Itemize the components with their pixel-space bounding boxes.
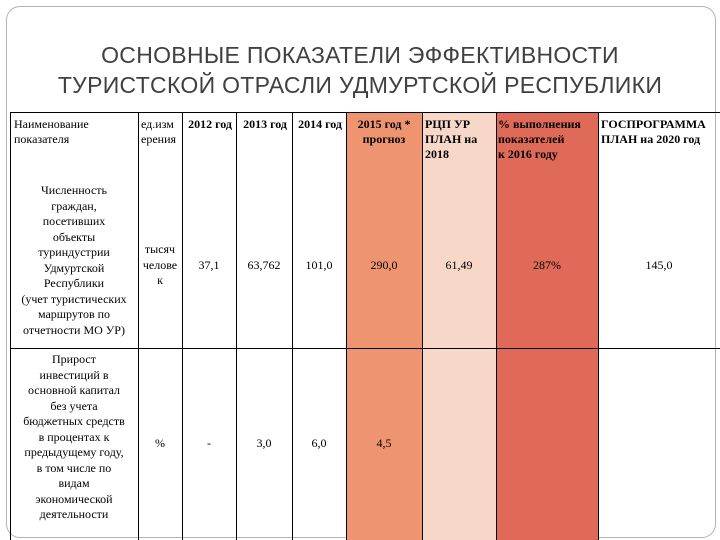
header-percent-completion: % выполнения показателей к 2016 году (498, 117, 581, 161)
header-2013: 2013 год (243, 117, 287, 131)
row-1-unit: тысяч челове к (142, 242, 178, 287)
column-divider (598, 112, 599, 540)
column-divider (422, 112, 423, 540)
column-divider (182, 112, 183, 540)
row-2-unit: % (155, 436, 165, 450)
header-2015-forecast: 2015 год * прогноз (357, 117, 411, 146)
row-1-value-2014: 101,0 (305, 258, 333, 272)
row-1-value-gosprogramma: 145,0 (645, 258, 673, 272)
row-2-value-2015: 4,5 (376, 436, 392, 450)
row-separator (10, 348, 720, 349)
column-2015-highlight (346, 112, 422, 540)
row-2-value-2012: - (207, 436, 211, 450)
row-1-value-2013: 63,762 (247, 258, 281, 272)
row-1-value-2012: 37,1 (198, 258, 220, 272)
header-2012: 2012 год (188, 117, 232, 131)
column-divider (236, 112, 237, 540)
row-1-value-rcp: 61,49 (445, 258, 473, 272)
column-divider (496, 112, 497, 540)
header-gosprogramma-plan-2020: ГОСПРОГРАММА ПЛАН на 2020 год (601, 117, 706, 146)
slide-title-line-1: ОСНОВНЫЕ ПОКАЗАТЕЛИ ЭФФЕКТИВНОСТИ (101, 42, 619, 68)
row-1-value-2015: 290,0 (370, 258, 398, 272)
row-2-name: Прирост инвестиций в основной капитал без учета бюджетных средств в процентах к предыдущему году, в том числе по видам экономической деятельности (23, 352, 125, 521)
row-1-value-percent: 287% (533, 258, 561, 272)
row-2-value-2013: 3,0 (256, 436, 272, 450)
table-top-border (10, 112, 720, 113)
column-divider (138, 112, 139, 540)
row-2-value-2014: 6,0 (311, 436, 327, 450)
column-divider (292, 112, 293, 540)
column-percent-highlight (496, 112, 598, 540)
header-rcp-plan-2018: РЦП УР ПЛАН на 2018 (425, 117, 478, 161)
header-2014: 2014 год (298, 117, 342, 131)
column-divider (346, 112, 347, 540)
header-unit: ед.изм ерения (141, 117, 177, 146)
slide-title-line-2: ТУРИСТСКОЙ ОТРАСЛИ УДМУРТСКОЙ РЕСПУБЛИКИ (57, 72, 663, 98)
column-rcp-highlight (422, 112, 496, 540)
header-name: Наименование показателя (14, 117, 89, 146)
row-1-name: Численность граждан, посетивших объекты туриндустрии Удмуртской Республики (учет туристических маршрутов по отчетности МО УР) (21, 183, 127, 337)
